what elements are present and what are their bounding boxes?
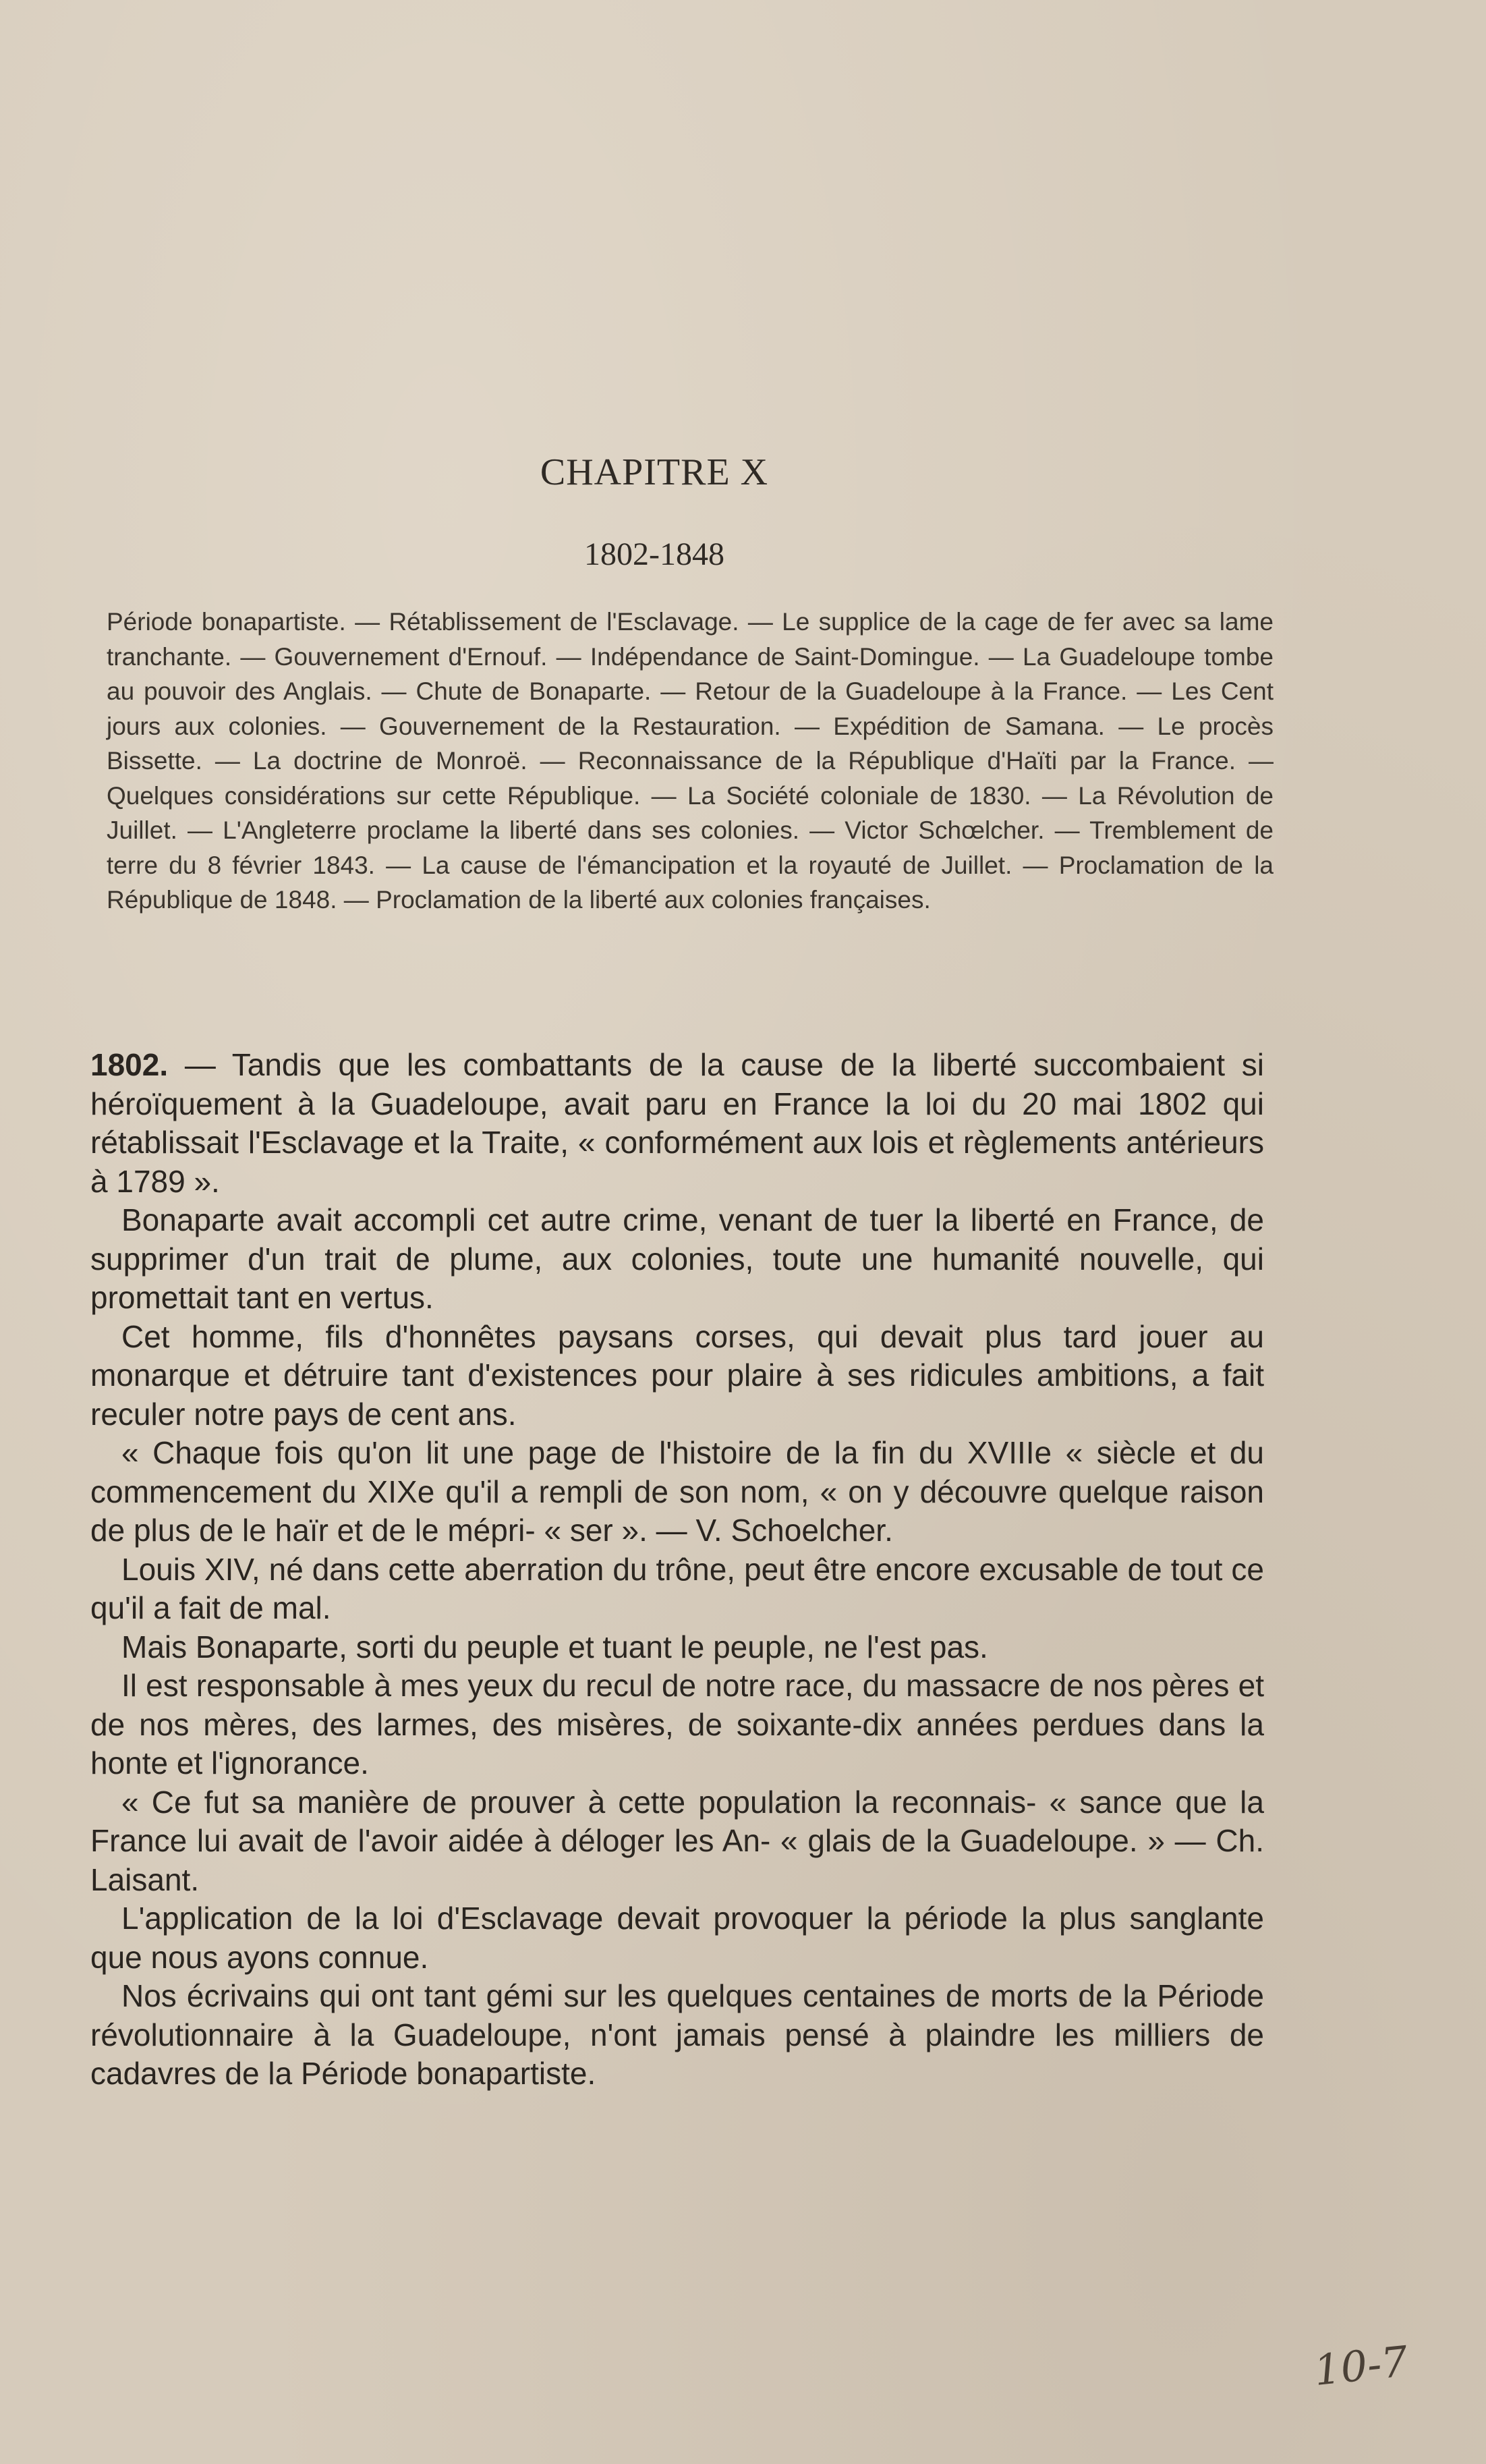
paragraph: Il est responsable à mes yeux du recul de notre race, du massacre de nos pères et de nos mères, des larmes, des misères, de soixante-dix années perdues dans la honte et l'ignorance. [90, 1668, 1264, 1781]
paragraph: Mais Bonaparte, sorti du peuple et tuant le peuple, ne l'est pas. [121, 1629, 988, 1664]
chapter-summary: Période bonapartiste. — Rétablissement de l'Esclavage. — Le supplice de la cage de fer avec sa lame tranchante. — Gouvernement d'Ernouf. — Indépendance de Saint-Domingue. — La Guadeloupe tombe au pouvoir des Anglais. — Chute de Bonaparte. — Retour de la Guadeloupe à la France. — Les Cent jours aux colonies. — Gouvernement de la Restauration. — Expédition de Samana. — Le procès Bissette. — La doctrine de Monroë. — Reconnaissance de la République d'Haïti par la France. — Quelques considérations sur cette République. — La Société coloniale de 1830. — La Révolution de Juillet. — L'Angleterre proclame la liberté dans ses colonies. — Victor Schœlcher. — Tremblement de terre du 8 février 1843. — La cause de l'émancipation et la royauté de Juillet. — Proclamation de la République de 1848. — Proclamation de la liberté aux colonies françaises. [107, 608, 1274, 914]
body-text [90, 1046, 1264, 2094]
chapter-years: 1802-1848 [584, 536, 724, 572]
paragraph: Cet homme, fils d'honnêtes paysans corses, qui devait plus tard jouer au monarque et détruire tant d'existences pour plaire à ses ridicules ambitions, a fait reculer notre pays de cent ans. [90, 1318, 1264, 1432]
paragraph: Nos écrivains qui ont tant gémi sur les quelques centaines de morts de la Période révolutionnaire à la Guadeloupe, n'ont jamais pensé à plaindre les milliers de cadavres de la Période bonapartiste. [90, 1978, 1264, 2091]
paragraph-text: — Tandis que les combattants de la cause de la liberté succombaient si héroïquement à la Guadeloupe, avait paru en France la loi du 20 mai 1802 qui rétablissait l'Esclavage et la Traite, « conformément aux lois et règlements antérieurs à 1789 ». [90, 1047, 1264, 1199]
paragraph: Bonaparte avait accompli cet autre crime, venant de tuer la liberté en France, de supprimer d'un trait de plume, aux colonies, toute une humanité nouvelle, qui promettait tant en vertus. [90, 1202, 1264, 1315]
handwritten-page-mark: 10-7 [1311, 2336, 1410, 2396]
quote-paragraph: « Chaque fois qu'on lit une page de l'histoire de la fin du XVIIIe « siècle et du commencement du XIXe qu'il a rempli de son nom, « on y découvre quelque raison de plus de le haïr et de le mépri- « ser ». — V. Schoelcher. [90, 1435, 1264, 1548]
chapter-title: CHAPITRE X [540, 451, 769, 493]
paragraph [90, 1046, 1264, 1201]
year-lead: 1802. [90, 1047, 169, 1082]
paragraph: Louis XIV, né dans cette aberration du trône, peut être encore excusable de tout ce qu'il a fait de mal. [90, 1551, 1264, 1625]
paragraph: L'application de la loi d'Esclavage devait provoquer la période la plus sanglante que nous ayons connue. [90, 1901, 1264, 1975]
quote-paragraph: « Ce fut sa manière de prouver à cette population la reconnais- « sance que la France lui avait de l'avoir aidée à déloger les An- « glais de la Guadeloupe. » — Ch. Laisant. [90, 1784, 1264, 1897]
